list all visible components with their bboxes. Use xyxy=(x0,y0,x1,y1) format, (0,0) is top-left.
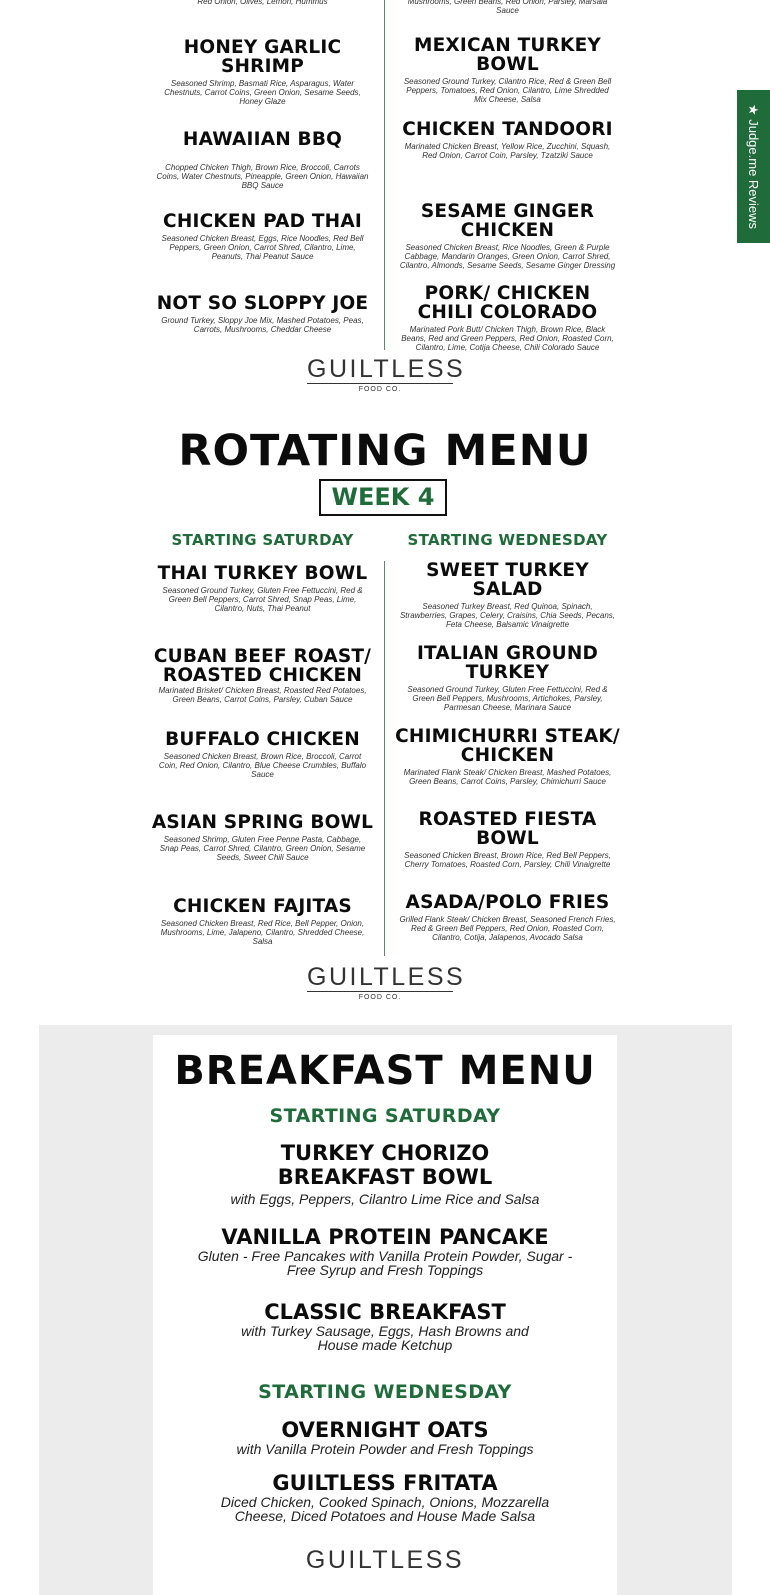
column-divider xyxy=(384,561,385,956)
item-description: Seasoned Shrimp, Basmati Rice, Asparagus, Water Chestnuts, Carrot Coins, Green Onion, Sesame Seeds, Honey Glaze xyxy=(164,79,361,106)
column-divider xyxy=(384,0,385,350)
starting-wednesday-label: STARTING WEDNESDAY xyxy=(258,1381,512,1403)
item-name: ROASTED FIESTA BOWL xyxy=(418,809,597,849)
week-badge: WEEK 4 xyxy=(319,479,447,516)
item-description: Ground Turkey, Sloppy Joe Mix, Mashed Potatoes, Peas, Carrots, Mushrooms, Cheddar Cheese xyxy=(161,316,364,334)
breakfast-item-description: with Eggs, Peppers, Cilantro Lime Rice and Salsa xyxy=(230,1191,540,1207)
item-description: Seasoned Ground Turkey, Cilantro Rice, Red & Green Bell Peppers, Tomatoes, Red Onion, Cilantro, Lime Shredded Mix Cheese, Salsa xyxy=(403,77,612,104)
item-description: Seasoned Chicken Breast, Rice Noodles, Green & Purple Cabbage, Mandarin Oranges, Green Onion, Carrot Shred, Cilantro, Almonds, Sesame Seeds, Sesame Ginger Dressing xyxy=(399,243,616,270)
menu-item xyxy=(395,36,620,112)
rotating-menu xyxy=(150,531,620,961)
item-description: Seasoned Ground Turkey, Gluten Free Fettuccini, Red & Green Bell Peppers, Carrot Shred, Snap Peas, Lime, Cilantro, Nuts, Thai Peanut xyxy=(162,586,363,613)
judgeme-reviews-label[interactable]: ★ Judge.me Reviews xyxy=(746,103,761,230)
menu-item xyxy=(150,897,375,946)
item-name: SESAME GINGER CHICKEN xyxy=(420,201,595,241)
breakfast-item-description: with Vanilla Protein Powder and Fresh Toppings xyxy=(236,1441,534,1457)
item-description: Marinated Pork Butt/ Chicken Thigh, Brown Rice, Black Beans, Red and Green Peppers, Red Onion, Roasted Corn, Cilantro, Lime, Cotija Cheese, Chili Colorado Sauce xyxy=(401,325,614,352)
item-description: Seasoned Turkey Breast, Red Quinoa, Spinach, Strawberries, Grapes, Celery, Craisins, Chia Seeds, Pecans, Feta Cheese, Balsamic Vinaigrette xyxy=(399,602,616,629)
menu-item xyxy=(150,130,375,204)
menu-item xyxy=(150,294,375,334)
breakfast-item-name: TURKEY CHORIZO BREAKFAST BOWL xyxy=(277,1141,493,1189)
menu-item xyxy=(395,284,620,352)
menu-column-left xyxy=(150,564,375,954)
item-description: Grilled Flank Steak/ Chicken Breast, Seasoned French Fries, Red & Green Bell Peppers, Red Onion, Roasted Corn, Cilantro, Cotija, Jalapenos, Avocado Salsa xyxy=(399,915,616,942)
item-description: Mushrooms, Green Beans, Red Onion, Parsley, Marsala Sauce xyxy=(407,0,608,15)
breakfast-item xyxy=(153,1418,617,1456)
breakfast-item-name: OVERNIGHT OATS xyxy=(281,1418,489,1442)
starting-wednesday-label: STARTING WEDNESDAY xyxy=(407,531,608,549)
guiltless-logo xyxy=(307,355,466,394)
item-name: HAWAIIAN BBQ xyxy=(182,129,343,150)
item-name: PORK/ CHICKEN CHILI COLORADO xyxy=(417,283,598,323)
item-name: NOT SO SLOPPY JOE xyxy=(156,293,369,314)
item-name: ITALIAN GROUND TURKEY xyxy=(416,643,599,683)
logo-rule xyxy=(307,383,453,384)
item-description: Marinated Flank Steak/ Chicken Breast, Mashed Potatoes, Green Beans, Carrot Coins, Parsley, Chimichurri Sauce xyxy=(403,768,612,786)
item-name: CHIMICHURRI STEAK/ CHICKEN xyxy=(395,726,620,766)
item-name: BUFFALO CHICKEN xyxy=(165,729,360,750)
breakfast-item-name: CLASSIC BREAKFAST xyxy=(264,1300,506,1324)
breakfast-item-name: VANILLA PROTEIN PANCAKE xyxy=(221,1225,549,1249)
item-name: CUBAN BEEF ROAST/ ROASTED CHICKEN xyxy=(153,646,372,686)
item-name: ASIAN SPRING BOWL xyxy=(151,812,374,833)
breakfast-item-description: Diced Chicken, Cooked Spinach, Onions, Mozzarella Cheese, Diced Potatoes and House Made Salsa xyxy=(220,1494,550,1524)
starting-saturday-label: STARTING SATURDAY xyxy=(269,1105,501,1127)
breakfast-item-description: with Turkey Sausage, Eggs, Hash Browns and House made Ketchup xyxy=(241,1323,529,1353)
item-description: Chopped Chicken Thigh, Brown Rice, Broccoli, Carrots Coins, Water Chestnuts, Pineapple, Green Onion, Hawaiian BBQ Sauce xyxy=(156,163,369,190)
breakfast-item xyxy=(153,1300,617,1352)
breakfast-item xyxy=(153,1471,617,1523)
item-description: Seasoned Chicken Breast, Brown Rice, Broccoli, Carrot Coin, Red Onion, Cilantro, Blue Cheese Crumbles, Buffalo Sauce xyxy=(158,752,367,779)
breakfast-item-name: GUILTLESS FRITATA xyxy=(272,1471,498,1495)
menu-item xyxy=(395,810,620,885)
item-name: CHICKEN FAJITAS xyxy=(173,896,352,917)
judgeme-reviews-tab[interactable] xyxy=(737,90,770,243)
breakfast-item xyxy=(153,1141,617,1206)
menu-column-right xyxy=(395,0,620,15)
menu-column-right xyxy=(395,36,620,360)
menu-item xyxy=(395,644,620,719)
menu-column-left xyxy=(150,38,375,342)
rotating-menu-title: ROTATING MENU xyxy=(178,426,592,476)
starting-saturday-label: STARTING SATURDAY xyxy=(171,531,354,549)
menu-item xyxy=(395,120,620,194)
item-description: Seasoned Chicken Breast, Brown Rice, Red Bell Peppers, Cherry Tomatoes, Roasted Corn, Parsley, Chili Vinaigrette xyxy=(404,851,611,869)
item-name: HONEY GARLIC SHRIMP xyxy=(183,37,342,77)
menu-item xyxy=(150,730,375,805)
menu-item xyxy=(150,212,375,286)
item-description: Seasoned Chicken Breast, Red Rice, Bell Pepper, Onion, Mushrooms, Lime, Jalapeno, Cilantro, Shredded Cheese, Salsa xyxy=(160,919,365,946)
menu-column-left xyxy=(150,0,375,6)
item-description: Marinated Brisket/ Chicken Breast, Roasted Red Potatoes, Green Beans, Carrot Coins, Parsley, Cuban Sauce xyxy=(158,686,367,704)
item-description: Marinated Chicken Breast, Yellow Rice, Zucchini, Squash, Red Onion, Carrot Coin, Parsley, Tzatziki Sauce xyxy=(404,142,611,160)
menu-item xyxy=(150,564,375,639)
item-description: Red Onion, Olives, Lemon, Hummus xyxy=(197,0,328,6)
item-name: THAI TURKEY BOWL xyxy=(157,563,368,584)
menu-column-right xyxy=(395,561,620,950)
breakfast-menu-title: BREAKFAST MENU xyxy=(174,1048,596,1094)
menu-item xyxy=(395,561,620,636)
menu-item xyxy=(395,727,620,802)
breakfast-menu-card xyxy=(153,1035,617,1595)
logo-wordmark: GUILTLESS xyxy=(307,963,466,991)
guiltless-logo xyxy=(307,963,466,1002)
menu-item xyxy=(395,202,620,276)
item-name: ASADA/POLO FRIES xyxy=(405,892,610,913)
menu-item xyxy=(150,813,375,889)
menu-section-1 xyxy=(150,0,620,360)
logo-rule xyxy=(307,991,453,992)
breakfast-item-description: Gluten - Free Pancakes with Vanilla Protein Powder, Sugar - Free Syrup and Fresh Toppings xyxy=(197,1248,573,1278)
logo-wordmark: GUILTLESS xyxy=(305,1546,465,1574)
item-description: Seasoned Shrimp, Gluten Free Penne Pasta, Cabbage, Snap Peas, Carrot Shred, Cilantro, Green Onion, Sesame Seeds, Sweet Chili Sauce xyxy=(159,835,366,862)
logo-subtitle: FOOD CO. xyxy=(358,386,402,393)
logo-subtitle: FOOD CO. xyxy=(358,994,402,1001)
menu-item xyxy=(395,893,620,942)
item-name: MEXICAN TURKEY BOWL xyxy=(413,35,602,75)
menu-item xyxy=(150,647,375,722)
item-description: Seasoned Chicken Breast, Eggs, Rice Noodles, Red Bell Peppers, Green Onion, Carrot Shred, Cilantro, Lime, Peanuts, Thai Peanut Sauce xyxy=(161,234,364,261)
item-description: Seasoned Ground Turkey, Gluten Free Fettuccini, Red & Green Bell Peppers, Mushrooms, Artichokes, Parsley, Parmesan Cheese, Marinara Sauce xyxy=(407,685,608,712)
item-name: SWEET TURKEY SALAD xyxy=(426,560,589,600)
logo-wordmark: GUILTLESS xyxy=(307,355,466,383)
menu-item xyxy=(150,38,375,122)
breakfast-item xyxy=(153,1225,617,1277)
item-name: CHICKEN TANDOORI xyxy=(402,119,613,140)
guiltless-logo xyxy=(153,1547,617,1573)
item-name: CHICKEN PAD THAI xyxy=(163,211,362,232)
